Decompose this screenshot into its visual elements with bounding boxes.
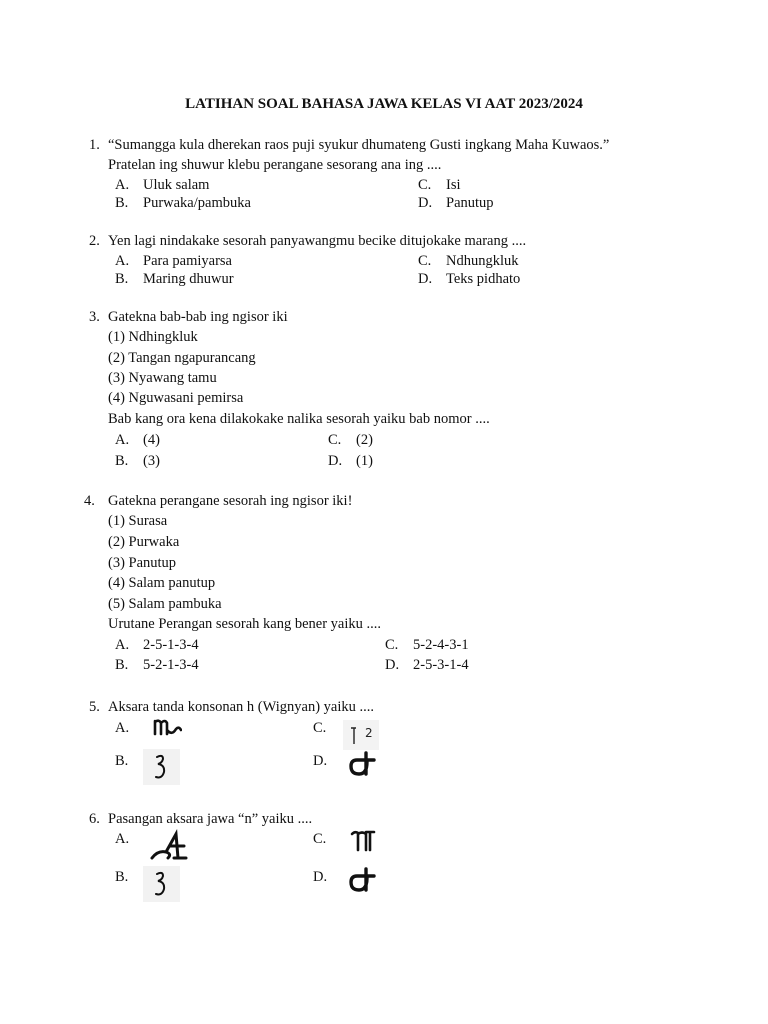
option-letter: B. bbox=[115, 195, 129, 211]
option-letter: C. bbox=[418, 253, 432, 269]
javanese-glyph-b-icon bbox=[143, 866, 180, 902]
question-text: Urutane Perangan sesorah kang bener yaiku .... bbox=[108, 616, 381, 632]
question-text: (4) Salam panutup bbox=[108, 575, 216, 591]
option-text: Panutup bbox=[446, 195, 494, 211]
question-text: Pasangan aksara jawa “n” yaiku .... bbox=[108, 811, 313, 827]
option-text: 2-5-3-1-4 bbox=[413, 657, 469, 673]
option-letter: D. bbox=[328, 453, 343, 469]
option-text: 5-2-1-3-4 bbox=[143, 657, 199, 673]
question-text: Gatekna bab-bab ing ngisor iki bbox=[108, 309, 288, 325]
question-text: Gatekna perangane sesorah ing ngisor iki! bbox=[108, 493, 353, 509]
javanese-glyph-a-icon bbox=[150, 828, 188, 864]
question-text: (2) Purwaka bbox=[108, 534, 180, 550]
option-letter: B. bbox=[115, 869, 129, 885]
option-letter: B. bbox=[115, 753, 129, 769]
question-number: 4. bbox=[84, 493, 95, 509]
option-text: 2-5-1-3-4 bbox=[143, 637, 199, 653]
javanese-glyph-a-icon bbox=[152, 716, 182, 738]
question-number: 5. bbox=[89, 699, 100, 715]
question-text: (2) Tangan ngapurancang bbox=[108, 350, 256, 366]
option-letter: D. bbox=[418, 271, 433, 287]
question-text: Yen lagi nindakake sesorah panyawangmu becike ditujokake marang .... bbox=[108, 233, 527, 249]
option-letter: A. bbox=[115, 253, 130, 269]
question-number: 6. bbox=[89, 811, 100, 827]
question-text: Pratelan ing shuwur klebu perangane sesorang ana ing .... bbox=[108, 157, 442, 173]
question-number: 3. bbox=[89, 309, 100, 325]
question-text: (3) Nyawang tamu bbox=[108, 370, 217, 386]
question-text: (1) Ndhingkluk bbox=[108, 329, 198, 345]
option-text: (1) bbox=[356, 453, 373, 469]
question-text: Aksara tanda konsonan h (Wignyan) yaiku .... bbox=[108, 699, 374, 715]
option-letter: A. bbox=[115, 177, 130, 193]
option-text: Purwaka/pambuka bbox=[143, 195, 251, 211]
option-text: Teks pidhato bbox=[446, 271, 521, 287]
option-letter: A. bbox=[115, 831, 130, 847]
option-text: Para pamiyarsa bbox=[143, 253, 232, 269]
question-number: 1. bbox=[89, 137, 100, 153]
option-text: (4) bbox=[143, 432, 160, 448]
option-text: Maring dhuwur bbox=[143, 271, 234, 287]
question-number: 2. bbox=[89, 233, 100, 249]
option-letter: A. bbox=[115, 637, 130, 653]
option-letter: D. bbox=[313, 753, 328, 769]
option-letter: D. bbox=[418, 195, 433, 211]
option-letter: C. bbox=[385, 637, 399, 653]
javanese-glyph-b-icon bbox=[143, 749, 180, 785]
option-letter: C. bbox=[328, 432, 342, 448]
javanese-glyph-c-icon bbox=[343, 720, 379, 750]
option-letter: A. bbox=[115, 432, 130, 448]
svg-text:2: 2 bbox=[365, 726, 373, 740]
javanese-glyph-d-icon bbox=[347, 750, 377, 778]
option-text: (2) bbox=[356, 432, 373, 448]
option-letter: C. bbox=[418, 177, 432, 193]
option-letter: D. bbox=[385, 657, 400, 673]
question-text: (4) Nguwasani pemirsa bbox=[108, 390, 244, 406]
question-text: (3) Panutup bbox=[108, 555, 177, 571]
option-text: Isi bbox=[446, 177, 461, 193]
option-letter: C. bbox=[313, 831, 327, 847]
option-letter: C. bbox=[313, 720, 327, 736]
javanese-glyph-d-icon bbox=[347, 866, 377, 894]
option-text: 5-2-4-3-1 bbox=[413, 637, 469, 653]
option-letter: A. bbox=[115, 720, 130, 736]
option-text: Ndhungkluk bbox=[446, 253, 519, 269]
question-text: Bab kang ora kena dilakokake nalika sesorah yaiku bab nomor .... bbox=[108, 411, 490, 427]
option-letter: B. bbox=[115, 271, 129, 287]
option-letter: B. bbox=[115, 657, 129, 673]
javanese-glyph-c-icon bbox=[350, 828, 376, 852]
option-text: (3) bbox=[143, 453, 160, 469]
question-text: (1) Surasa bbox=[108, 513, 168, 529]
option-letter: B. bbox=[115, 453, 129, 469]
option-letter: D. bbox=[313, 869, 328, 885]
question-text: “Sumangga kula dherekan raos puji syukur dhumateng Gusti ingkang Maha Kuwaos.” bbox=[108, 137, 610, 153]
question-text: (5) Salam pambuka bbox=[108, 596, 222, 612]
page-title: LATIHAN SOAL BAHASA JAWA KELAS VI AAT 2023/2024 bbox=[185, 96, 583, 112]
option-text: Uluk salam bbox=[143, 177, 210, 193]
